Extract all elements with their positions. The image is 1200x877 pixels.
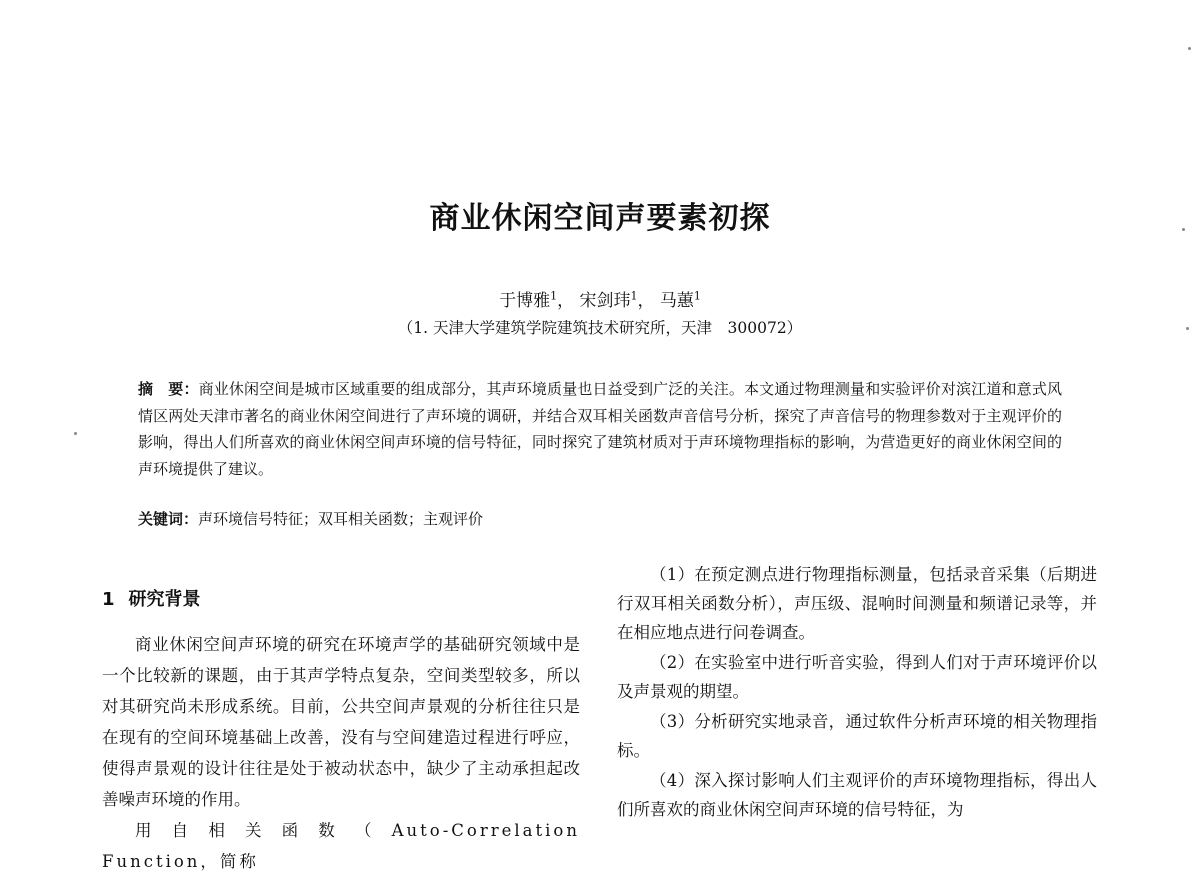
author-name: 马蕙 (659, 291, 694, 311)
section-number: 1 (102, 589, 115, 610)
keywords-text: 声环境信号特征；双耳相关函数；主观评价 (198, 510, 484, 528)
section-heading (102, 585, 580, 611)
scan-speck (74, 432, 77, 435)
affiliation: （1. 天津大学建筑学院建筑技术研究所，天津 300072） (397, 319, 803, 337)
abstract (138, 376, 1062, 482)
author-affil-mark: 1 (630, 289, 638, 303)
list-item: （2）在实验室中进行听音实验，得到人们对于声环境评价以及声景观的期望。 (617, 653, 1097, 701)
scan-speck (1186, 327, 1189, 330)
body-paragraph: 商业休闲空间声环境的研究在环境声学的基础研究领域中是一个比较新的课题，由于其声学特点复杂，空间类型较多，所以对其研究尚未形成系统。目前，公共空间声景观的分析往往只是在现有的空间环境基础上改善，没有与空间建造过程进行呼应，使得声景观的设计往往是处于被动状态中，缺少了主动承担起改善噪声环境的作用。 (102, 635, 580, 809)
section-title: 研究背景 (128, 589, 201, 610)
abstract-text: 商业休闲空间是城市区域重要的组成部分，其声环境质量也日益受到广泛的关注。本文通过物理测量和实验评价对滨江道和意式风情区两处天津市著名的商业休闲空间进行了声环境的调研，并结合双耳相关函数声音信号分析，探究了声音信号的物理参数对于主观评价的影响，得出人们所喜欢的商业休闲空间声环境的信号特征，同时探究了建筑材质对于声环境物理指标的影响，为营造更好的商业休闲空间的声环境提供了建议。 (138, 380, 1062, 478)
author-name: 宋剑玮 (579, 291, 631, 311)
keywords-label: 关键词： (138, 510, 199, 528)
keywords (138, 508, 1062, 529)
left-column (102, 585, 580, 877)
author-affil-mark: 1 (550, 289, 558, 303)
list-item: （3）分析研究实地录音，通过软件分析声环境的相关物理指标。 (617, 712, 1097, 760)
author-name: 于博雅 (499, 291, 551, 311)
right-column (617, 560, 1097, 825)
list-item: （4）深入探讨影响人们主观评价的声环境物理指标，得出人们所喜欢的商业休闲空间声环境的信号特征，为 (617, 771, 1097, 819)
author-list: 于博雅$^1$， 宋剑玮$^1$， 马蕙$^1$ (499, 289, 701, 311)
body-paragraph: 用自相关函数（Auto-Correlation Function，简称 (102, 821, 580, 871)
scan-speck (1188, 47, 1191, 50)
abstract-label: 摘 要： (138, 380, 199, 398)
paper-title: 商业休闲空间声要素初探 (429, 201, 771, 236)
scan-speck (1182, 228, 1185, 231)
list-item: （1）在预定测点进行物理指标测量，包括录音采集（后期进行双耳相关函数分析），声压级、混响时间测量和频谱记录等，并在相应地点进行问卷调查。 (617, 565, 1097, 642)
author-affil-mark: 1 (693, 289, 701, 303)
